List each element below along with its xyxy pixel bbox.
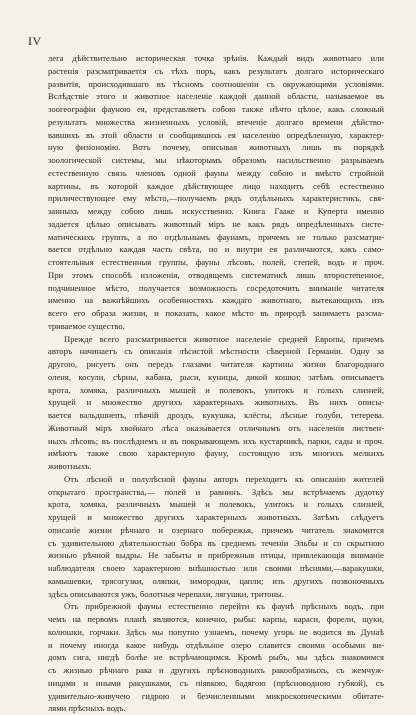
text-line: здѣсь описываются ужъ, болотныя черепахи, лягушки, тритоны. <box>48 588 284 599</box>
text-line: развитія, происходившаго въ тѣсномъ соотношеніи съ окружающими условіями. <box>48 78 384 89</box>
text-line: растенія разсматривается съ тѣхъ поръ, какъ результатъ долгаго историческаго <box>48 65 384 76</box>
text-line: съ удивительною дѣятельностью бобра въ среднемъ теченіи Эльбы и со скрытною <box>48 537 384 548</box>
text-line: домъ сига, нигдѣ болѣе не встрѣчающимся. Кромѣ рыбъ, мы здѣсь знакомимся <box>48 652 384 663</box>
text-line: Отъ лѣсной и полулѣсной фауны авторъ переходитъ къ описанію жителей <box>64 473 384 484</box>
text-line: ную физіономію. Вотъ почему, описывая животныхъ лишь въ порядкѣ <box>48 142 384 153</box>
page-number: IV <box>28 34 42 48</box>
text-line: лями прѣсныхъ водъ. <box>48 703 126 714</box>
text-line: стоятельныя естественныя группы, фауны лѣсовъ, полей, степей, водъ и проч. <box>48 257 384 267</box>
text-line: авторъ начинаетъ съ описанія лѣсистой мѣстности сѣверной Германіи. Одну за <box>48 346 384 357</box>
text-line: вавшихъ въ этой области и сообщившихъ ея населенію опредѣленную, характер- <box>48 129 384 140</box>
text-line: оленя, косули, сѣрны, кабана, рыси, куницы, дикой кошки; затѣмъ описываетъ <box>48 371 384 382</box>
text-line: картины, въ которой каждое дѣйствующее лицо находитъ себѣ естественно <box>48 180 384 191</box>
text-line: имѣютъ также свою характерную фауну, состоящую изъ многихъ мелкихъ <box>48 448 384 459</box>
text-line: вается вальдшнепъ, пѣвчій дроздъ, кукушка, клёсты, лѣсные голуби, тетерева. <box>48 410 384 420</box>
text-line: лега дѣйствительно историческая точка зрѣнія. Каждый видъ животнаго или <box>48 53 384 63</box>
text-line: крота, хомяка, различныхъ мышей и полевокъ, улитокъ и голыхъ слизней, <box>48 499 384 510</box>
text-line: При этомъ способѣ изложенія, отводящемъ систематикѣ лишь второстепенное, <box>48 269 384 280</box>
text-line: хрущей и множество другихъ характерныхъ животныхъ. Въ нихъ описы- <box>48 397 384 408</box>
text-line: описаніе жизни рѣчнаго и озернаго побережья, причемъ читатель знакомится <box>48 524 384 535</box>
text-line: задается цѣлью описывать животный міръ не какъ рядъ опредѣленныхъ систе- <box>48 218 384 229</box>
paragraph <box>48 600 384 715</box>
text-line: наблюдателя своею характерною внѣшностью или своими пѣснями,—варакушки, <box>48 563 384 573</box>
text-line: и почему иногда какое нибудь отдѣльное озеро славится своими особыми ви- <box>48 639 384 650</box>
text-line: Вслѣдствіе этого и животное населеніе каждой данной области, называемое въ <box>48 91 384 102</box>
text-line: жизнью рѣчной выдры. Не забыты и прибрежныя птицы, привлекающія вниманіе <box>48 550 384 561</box>
text-line: результатъ множества жизненныхъ условій, втеченіе долгаго времени дѣйство- <box>48 116 384 127</box>
paragraph <box>48 52 384 333</box>
text-line: открытаго пространства,— полей и равнинъ. Здѣсь мы встрѣчаемъ дудотку <box>48 486 384 497</box>
text-line: зоологической системы, мы нѣкоторымъ образомъ насильственно разрываемъ <box>48 155 384 165</box>
text-line: ницами и иными ракушками, съ піявкою, бадягою (прѣсноводною губкой), съ <box>48 677 384 688</box>
text-line: Прежде всего разсматривается животное населеніе средней Европы, причемъ <box>64 333 384 344</box>
text-line: съ жизнью рѣчнаго рака и другихъ прѣсноводныхъ ракообразныхъ, съ жемчуж- <box>48 665 384 675</box>
text-line: ныхъ лѣсовъ; въ послѣднемъ и въ покрывающемъ ихъ кустарникѣ, парки, сады и проч. <box>48 435 384 446</box>
paragraph <box>48 473 384 601</box>
text-line: другою, рисуетъ онъ передъ глазами читателя картины жизни благороднаго <box>48 359 384 369</box>
text-line: удивительно-живучею гидрою и безчисленными микроскопическими обитате- <box>48 690 384 701</box>
paragraph <box>48 333 384 473</box>
text-line: матическихъ группъ, а по отдѣльнымъ фаунамъ, причемъ не только разсматри- <box>48 231 384 242</box>
text-line: Отъ прибрежной фауны естественно перейти къ фаунѣ прѣсныхъ водъ, при <box>64 601 384 612</box>
text-line: естественную связь членовъ одной фауны между собою и вмѣсто стройной <box>48 167 384 178</box>
text-line: именно на важнѣйшихъ особенностяхъ каждаго животнаго, вытекающихъ изъ <box>48 295 384 306</box>
text-line: колюшки, горчаки. Здѣсь мы попутно узнаемъ, почему угорь не водится въ Дунаѣ <box>48 626 384 637</box>
text-line: всего его образа жизни, и показать, какое мѣсто въ природѣ занимаетъ разсма- <box>48 308 384 318</box>
text-line: крота, хомяка, различныхъ мышей и полевокъ, улитокъ и голыхъ слизней, <box>48 384 384 395</box>
body-text <box>48 52 384 715</box>
text-line: подчиненное мѣсто, получается возможность сосредоточить вниманіе читателя <box>48 282 384 293</box>
text-line: Животный міръ хвойнаго лѣса оказывается отличнымъ отъ населенія листвен- <box>48 422 384 433</box>
text-line: животныхъ. <box>48 461 92 471</box>
text-line: камышевки, трясогузки, оляпки, зимородки, цапли; изъ другихъ позвоночныхъ <box>48 575 384 586</box>
text-line: занныхъ между собою лишь искусственно. Книга Гааке и Куперта именно <box>48 206 384 216</box>
text-line: чемъ на первомъ планѣ являются, конечно, рыбы: карпы, караси, форели, щуки, <box>48 614 384 624</box>
text-line: вается отдѣльно каждая часть свѣта, но и внутри ея различаются, какъ само- <box>48 244 384 255</box>
text-line: приличествующее ему мѣсто,—получаемъ рядъ отдѣльныхъ характеристикъ, свя- <box>48 193 384 204</box>
text-line: триваемое существо. <box>48 320 125 331</box>
text-line: хрущей и множество другихъ характерныхъ животныхъ. Затѣмъ слѣдуетъ <box>48 512 384 522</box>
text-line: зоогеографіи фауною ея, представляетъ собою также нѣчто цѣлое, какъ сложный <box>48 104 384 114</box>
